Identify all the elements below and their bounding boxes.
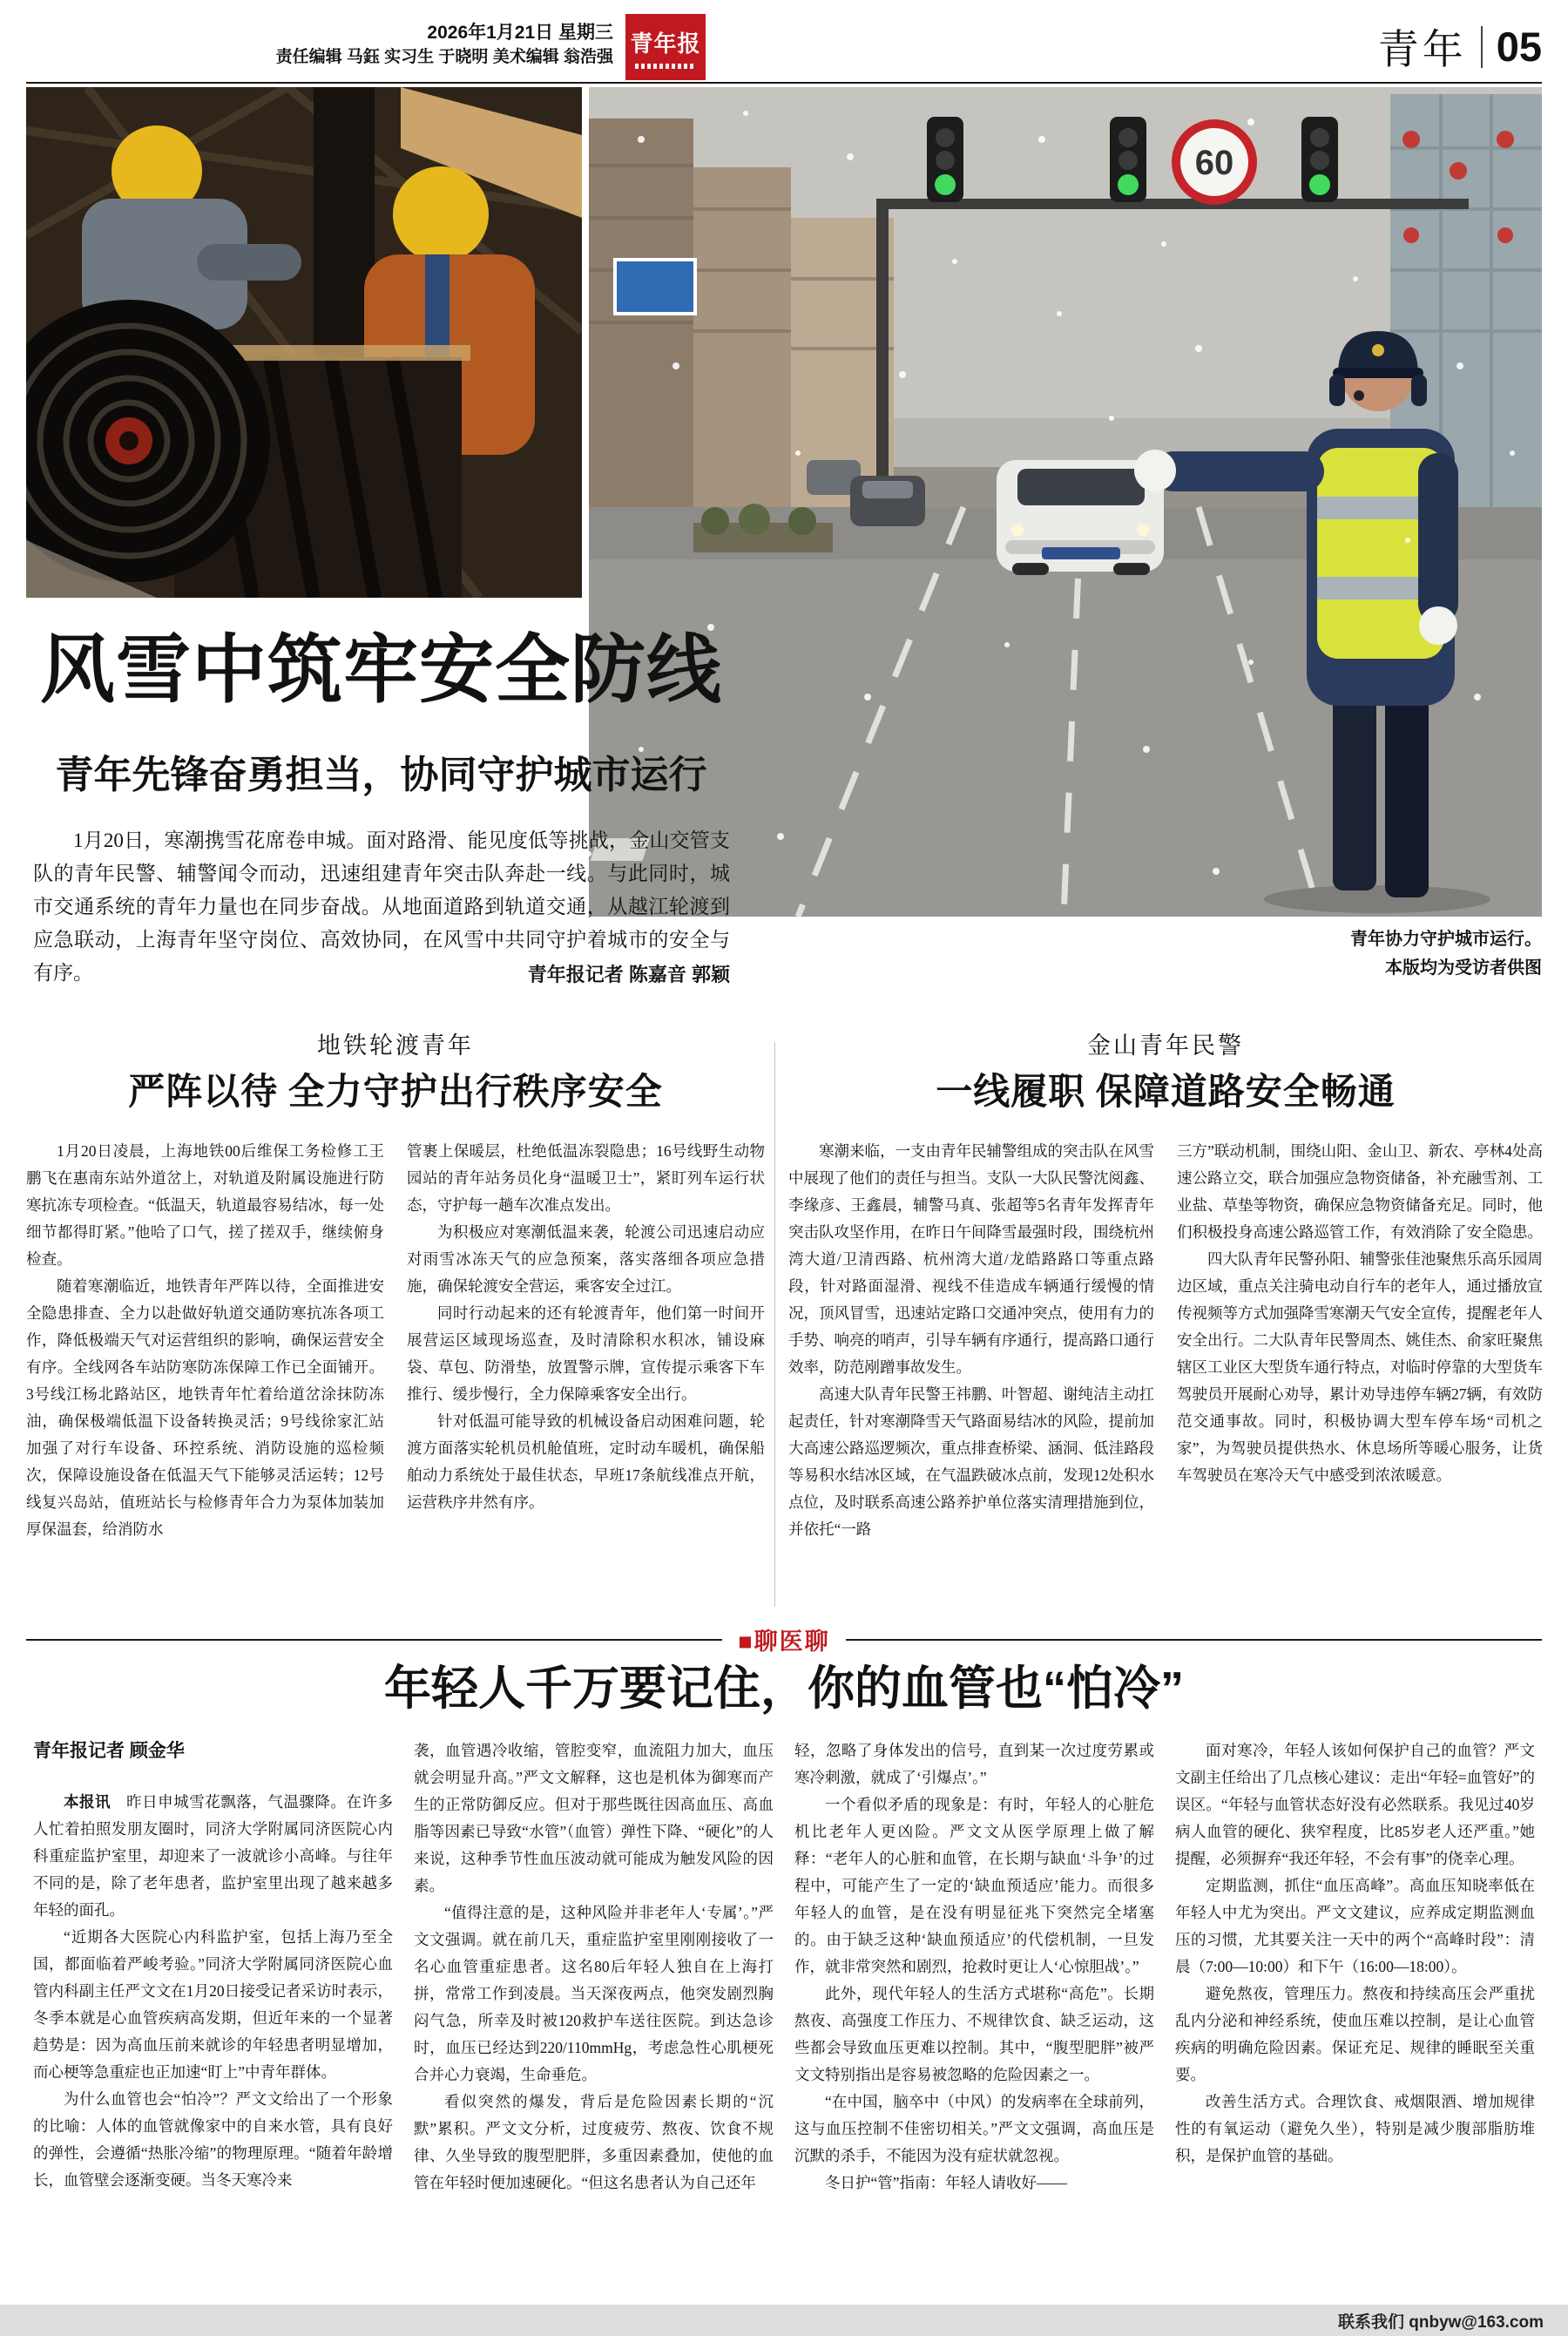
paragraph: “近期各大医院心内科监护室，包括上海乃至全国，都面临着严峻考验。”同济大学附属同济医院心血管内科副主任严文文在1月20日接受记者采访时表示，冬季本就是心血管疾病高发期，但近年来的一个显著趋势是：因为高血压前来就诊的年轻患者明显增加，而心梗等急重症也正加速“盯上”中青年群体。: [33, 1928, 393, 2081]
paragraph: 同时行动起来的还有轮渡青年，他们第一时间开展营运区域现场巡查，及时清除积水积冰，铺设麻袋、草包、防滑垫，放置警示牌，宣传提示乘客下车推行、缓步慢行，全力保障乘客安全出行。: [407, 1304, 765, 1403]
rule-right: [846, 1639, 1542, 1641]
article-column: [407, 1138, 765, 1615]
paragraph: 随着寒潮临近，地铁青年严阵以待，全面推进安全隐患排查、全力以赴做好轨道交通防寒抗冻各项工作，降低极端天气对运营组织的影响，确保运营安全有序。全线网各车站防寒防冻保障工作已全面铺开。3号线江杨北路站区，地铁青年忙着给道岔涂抹防冻油，确保极端低温下设备转换灵活；9号线徐家汇站加强了对行车设备、环控系统、消防设施的巡检频次，保障设施设备在低温天气下能够灵活运转；12号线复兴岛站，值班站长与检修青年合力为泵体加装加厚保温套，给消防水: [26, 1277, 384, 1538]
photo-caption-line1: 青年协力守护城市运行。: [1350, 930, 1542, 949]
column-paragraphs: [33, 1789, 393, 2194]
lead-byline: 青年报记者 陈嘉音 郭颖: [527, 964, 730, 985]
paragraph: 避免熬夜，管理压力。熬夜和持续高压会严重扰乱内分泌和神经系统，使血压难以控制，是让心血管疾病的明确危险因素。保证充足、规律的睡眠至关重要。: [1175, 1985, 1535, 2083]
article-kicker: 金山青年民警: [1087, 1033, 1244, 1059]
photo-traffic-officer: [589, 87, 1542, 917]
paragraph: 看似突然的爆发，背后是危险因素长期的“沉默”累积。严文文分析，过度疲劳、熬夜、饮食不规律、久坐导致的腹型肥胖，多重因素叠加，使他的血管在年轻时便加速硬化。“但这名患者认为自己还年: [414, 2093, 774, 2191]
paragraph: 寒潮来临，一支由青年民辅警组成的突击队在风雪中展现了他们的责任与担当。支队一大队民警沈阅鑫、李缘彦、王鑫晨，辅警马真、张超等5名青年发挥青年突击队攻坚作用，在昨日午间降雪最强时段，围绕杭州湾大道/卫清西路、杭州湾大道/龙皓路路口等重点路段，针对路面湿滑、视线不佳造成车辆通行缓慢的情况，顶风冒雪，迅速站定路口交通冲突点，使用有力的手势、响亮的哨声，引导车辆有序通行，提高路口通行效率，防范剐蹭事故发生。: [788, 1142, 1154, 1376]
article-kicker: 地铁轮渡青年: [317, 1033, 474, 1059]
article-jinshan-police: [788, 1030, 1543, 1615]
health-headline: 年轻人千万要记住，你的血管也“怕冷”: [384, 1662, 1184, 1715]
paragraph: 管裹上保暖层，杜绝低温冻裂隐患；16号线野生动物园站的青年站务员化身“温暖卫士”，紧盯列车运行状态，守护每一趟车次准点发出。: [407, 1142, 765, 1214]
photo-caption-line2: 本版均为受访者供图: [1385, 958, 1542, 978]
paragraph: 面对寒冷，年轻人该如何保护自己的血管？严文文副主任给出了几点核心建议：走出“年轻=血管好”的误区。“年轻与血管状态好没有必然联系。我见过40岁病人血管的硬化、狭窄程度，比85岁老人还严重。”她提醒，必须摒弃“我还年轻，不会有事”的侥幸心理。: [1175, 1742, 1535, 1867]
direction-sign: [615, 260, 695, 314]
article-column: [788, 1138, 1154, 1615]
masthead-group: [78, 14, 706, 80]
paragraph: 轻，忽略了身体发出的信号，直到某一次过度劳累或寒冷刺激，就成了‘引爆点’。”: [794, 1742, 1154, 1786]
paragraph: 一个看似矛盾的现象是：有时，年轻人的心脏危机比老年人更凶险。严文文从医学原理上做了解释：“老年人的心脏和血管，在长期与缺血‘斗争’的过程中，可能产生了一定的‘缺血预适应’能力。而很多年轻人的血管，是在没有明显征兆下突然完全堵塞的。由于缺乏这种‘缺血预适应’的代偿机制，一旦发作，就非常突然和剧烈，抢救时更让人‘心惊胆战’。”: [794, 1796, 1154, 1975]
paragraph: 高速大队青年民警王祎鹏、叶智超、谢纯洁主动扛起责任，针对寒潮降雪天气路面易结冰的风险，提前加大高速公路巡逻频次，重点排查桥梁、涵洞、低洼路段等易积水结冰区域，在气温跌破冰点前，发现12处积水点位，及时联系高速公路养护单位落实清理措施到位，并依托“一路: [788, 1385, 1154, 1538]
paragraph: 1月20日凌晨，上海地铁00后维保工务检修工王鹏飞在惠南东站外道岔上，对轨道及附属设施进行防寒抗冻专项检查。“低温天，轨道最容易结冰，每一处细节都得盯紧。”他哈了口气，搓了搓双手，继续俯身检查。: [26, 1142, 384, 1268]
paragraph: 袭，血管遇冷收缩，管腔变窄，血流阻力加大，血压就会明显升高。”严文文解释，这也是机体为御寒而产生的正常防御反应。但对于那些既往因高血压、高血脂等因素已导致“水管”（血管）弹性下降、“硬化”的人来说，这种季节性血压波动就可能成为触发风险的因素。: [414, 1742, 774, 1894]
masthead-logo-subline: [635, 64, 696, 69]
article-column: [1177, 1138, 1543, 1615]
paragraph: 四大队青年民警孙阳、辅警张佳池聚焦乐高乐园周边区域，重点关注骑电动自行车的老年人，通过播放宣传视频等方式加强降雪寒潮天气安全宣传，提醒老年人安全出行。二大队青年民警周杰、姚佳杰、俞家旺聚焦辖区工业区大型货车通行特点，对临时停靠的大型货车驾驶员开展耐心劝导，累计劝导违停车辆27辆，有效防范交通事故。同时，积极协调大型车停车场“司机之家”，为驾驶员提供热水、休息场所等暖心服务，让货车驾驶员在寒冷天气中感受到浓浓暖意。: [1177, 1250, 1543, 1484]
page-number: 05: [1496, 24, 1542, 70]
page-header: [26, 10, 1542, 80]
article-metro-ferry: [26, 1030, 765, 1615]
paragraph-lead-in: 本报讯: [64, 1793, 127, 1811]
health-article: [33, 1737, 1535, 2299]
paragraph: 三方”联动机制，围绕山阳、金山卫、新农、亭林4处高速公路立交，联合加强应急物资储备，补充融雪剂、工业盐、草垫等物资，确保应急物资储备充足。同时，他们积极投身高速公路巡管工作，有效消除了安全隐患。: [1177, 1142, 1543, 1241]
lead-paragraph-block: [33, 824, 730, 992]
section-name: 青年: [1377, 26, 1467, 72]
traffic-officer-illustration: [589, 87, 1542, 917]
paragraph: “在中国，脑卒中（中风）的发病率在全球前列，这与血压控制不佳密切相关。”严文文强调，高血压是沉默的杀手，不能因为没有症状就忽视。: [794, 2093, 1154, 2164]
contact-email: 联系我们 qnbyw@163.com: [1337, 2312, 1544, 2332]
article-headline: 严阵以待 全力守护出行秩序安全: [128, 1073, 663, 1113]
header-rule: [26, 82, 1542, 84]
sub-headline: 青年先锋奋勇担当，协同守护城市运行: [55, 754, 707, 796]
paragraph: 冬日护“管”指南：年轻人请收好——: [825, 2174, 1068, 2191]
health-section-header: [26, 1622, 1542, 1656]
health-section-label: ■聊医聊: [738, 1628, 830, 1655]
staff-line: 责任编辑 马鈺 实习生 于晓明 美术编辑 翁浩强: [275, 48, 613, 66]
masthead-logo-text: 青年报: [630, 30, 701, 57]
paragraph: 改善生活方式。合理饮食、戒烟限酒、增加规律性的有氧运动（避免久坐），特别是减少腹部脂肪堆积，是保护血管的基础。: [1175, 2093, 1535, 2164]
footer-bar: [0, 2305, 1568, 2336]
date-line: 2026年1月21日 星期三: [427, 23, 613, 43]
paragraph: 此外，现代年轻人的生活方式堪称“高危”。长期熬夜、高强度工作压力、不规律饮食、缺乏运动，这些都会导致血压更难以控制。其中，“腹型肥胖”被严文文特别指出是容易被忽略的危险因素之一。: [794, 1985, 1154, 2083]
photo-metro-workers: [26, 87, 582, 598]
lead-paragraph: 1月20日，寒潮携雪花席卷申城。面对路滑、能见度低等挑战，金山交管支队的青年民警、辅警闻令而动，迅速组建青年突击队奔赴一线。与此同时，城市交通系统的青年力量也在同步奋战。从地面道路到轨道交通，从越江轮渡到应急联动，上海青年坚守岗位、高效协同，在风雪中共同守护着城市的安全与有序。: [33, 829, 730, 984]
masthead-logo: [625, 14, 706, 80]
edition-info: [276, 14, 613, 70]
paragraph: 定期监测，抓住“血压高峰”。高血压知晓率低在年轻人中尤为突出。严文文建议，应养成定期监测血压的习惯，尤其要关注一天中的两个“高峰时段”：清晨（7:00—10:00）和下午（16:00—18:00）。: [1175, 1877, 1535, 1975]
article-headline: 一线履职 保障道路安全畅通: [936, 1073, 1396, 1113]
article-column: [33, 1737, 393, 2299]
photo-caption: [1071, 925, 1542, 983]
article-column: [414, 1737, 774, 2299]
paragraph: 为积极应对寒潮低温来袭，轮渡公司迅速启动应对雨雪冰冻天气的应急预案，落实落细各项应急措施，确保轮渡安全营运，乘客安全过江。: [407, 1223, 765, 1295]
vertical-divider: [774, 1042, 775, 1607]
rule-left: [26, 1639, 722, 1641]
paragraph: 本报讯 昨日申城雪花飘落，气温骤降。在许多人忙着拍照发朋友圈时，同济大学附属同济医院心内科重症监护室里，却迎来了一波就诊小高峰。与往年不同的是，除了老年患者，监护室里出现了越来越多年轻的面孔。: [33, 1793, 393, 1919]
article-column: [26, 1138, 384, 1615]
article-column: [794, 1737, 1154, 2299]
paragraph: “值得注意的是，这种风险并非老年人‘专属’。”严文文强调。就在前几天，重症监护室里刚刚接收了一名心血管重症患者。这名80后年轻人独自在上海打拼，常常工作到凌晨。当天深夜两点，他突发剧烈胸闷气急，所幸及时被120救护车送往医院。到达急诊时，血压已经达到220/110mmHg，考虑急性心肌梗死合并心力衰竭，生命垂危。: [414, 1904, 774, 2083]
article-column: [1175, 1737, 1535, 2299]
paragraph: 为什么血管也会“怕冷”？严文文给出了一个形象的比喻：人体的血管就像家中的自来水管，具有良好的弹性，会遵循“热胀冷缩”的物理原理。“随着年龄增长，血管壁会逐渐变硬。当冬天寒冷来: [33, 2090, 393, 2189]
health-byline: 青年报记者 顾金华: [33, 1741, 185, 1761]
metro-workers-illustration: [26, 87, 582, 598]
speed-limit-sign: [1176, 124, 1253, 200]
section-pagenumber: [1378, 17, 1542, 76]
svg-text:60: 60: [1194, 144, 1234, 182]
header-divider: [1481, 26, 1483, 68]
paragraph: 针对低温可能导致的机械设备启动困难问题，轮渡方面落实轮机员机舱值班，定时动车暖机，确保船舶动力系统处于最佳状态，早班17条航线准点开航，运营秩序井然有序。: [407, 1412, 765, 1511]
main-headline: 风雪中筑牢安全防线: [40, 628, 722, 712]
